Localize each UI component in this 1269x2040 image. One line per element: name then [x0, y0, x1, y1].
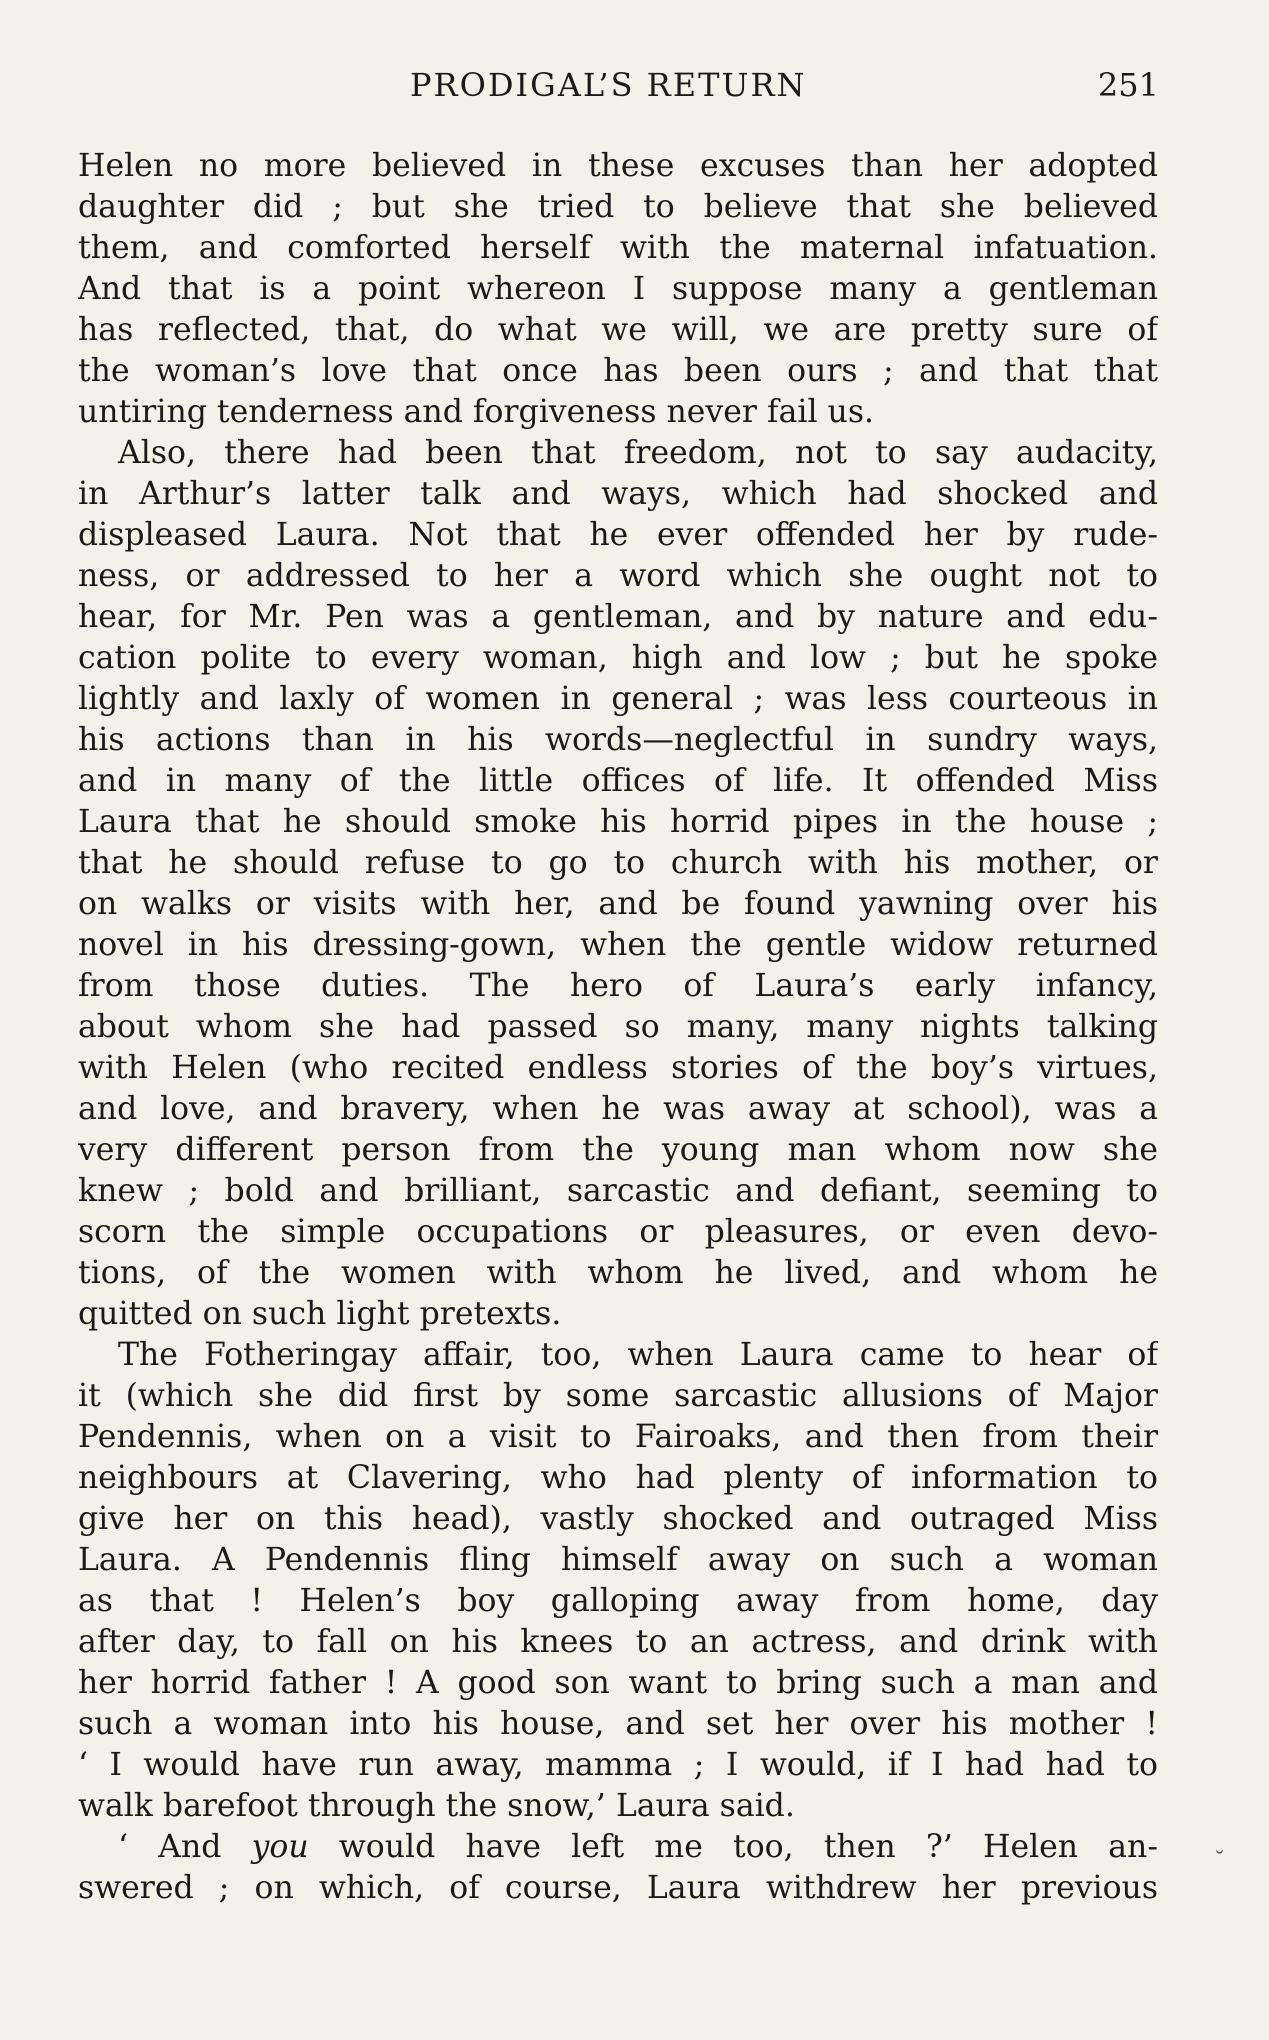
- text-line: Laura that he should smoke his horrid pipes in the house ;: [78, 804, 1158, 840]
- text-line: Pendennis, when on a visit to Fairoaks, and then from their: [78, 1419, 1158, 1455]
- text-line: scorn the simple occupations or pleasures, or even devo-: [78, 1214, 1158, 1250]
- text-line: Laura. A Pendennis fling himself away on such a woman: [78, 1542, 1158, 1578]
- text-line: swered ; on which, of course, Laura withdrew her previous: [78, 1870, 1158, 1906]
- text-line: And that is a point whereon I suppose many a gentleman: [78, 271, 1158, 307]
- body-text: [78, 146, 1158, 1909]
- text-line: them, and comforted herself with the maternal infatuation.: [78, 230, 1158, 266]
- page-number: 251: [1097, 66, 1159, 104]
- text-line: displeased Laura. Not that he ever offended her by rude-: [78, 517, 1158, 553]
- text-line: and love, and bravery, when he was away at school), was a: [78, 1091, 1158, 1127]
- text-line: ‘ I would have run away, mamma ; I would, if I had had to: [78, 1747, 1158, 1783]
- emphasis-segment: you: [251, 1829, 309, 1865]
- text-line: from those duties. The hero of Laura’s early infancy,: [78, 968, 1158, 1004]
- text-line: as that ! Helen’s boy galloping away from home, day: [78, 1583, 1158, 1619]
- text-segment: ‘ And: [118, 1829, 252, 1865]
- text-line: the woman’s love that once has been ours ; and that that: [78, 353, 1158, 389]
- text-line: such a woman into his house, and set her over his mother !: [78, 1706, 1158, 1742]
- text-line: that he should refuse to go to church with his mother, or: [78, 845, 1158, 881]
- text-line: in Arthur’s latter talk and ways, which had shocked and: [78, 476, 1158, 512]
- text-line: cation polite to every woman, high and low ; but he spoke: [78, 640, 1158, 676]
- text-line: hear, for Mr. Pen was a gentleman, and by nature and edu-: [78, 599, 1158, 635]
- text-line: Also, there had been that freedom, not to say audacity,: [118, 435, 1158, 471]
- running-head: [0, 66, 1269, 114]
- text-line: give her on this head), vastly shocked and outraged Miss: [78, 1501, 1158, 1537]
- text-line: has reflected, that, do what we will, we are pretty sure of: [78, 312, 1158, 348]
- text-line: ness, or addressed to her a word which she ought not to: [78, 558, 1158, 594]
- text-line: quitted on such light pretexts.: [78, 1296, 562, 1332]
- margin-mark: ˘: [1214, 1849, 1225, 1874]
- text-line: his actions than in his words—neglectful in sundry ways,: [78, 722, 1158, 758]
- text-line: her horrid father ! A good son want to bring such a man and: [78, 1665, 1158, 1701]
- text-line: it (which she did first by some sarcastic allusions of Major: [78, 1378, 1158, 1414]
- text-line: The Fotheringay affair, too, when Laura came to hear of: [118, 1337, 1158, 1373]
- text-line: and in many of the little offices of life. It offended Miss: [78, 763, 1158, 799]
- text-line: neighbours at Clavering, who had plenty of information to: [78, 1460, 1158, 1496]
- text-line: [78, 1827, 1158, 1868]
- text-line: after day, to fall on his knees to an actress, and drink with: [78, 1624, 1158, 1660]
- text-line: untiring tenderness and forgiveness never fail us.: [78, 394, 875, 430]
- text-line: walk barefoot through the snow,’ Laura said.: [78, 1788, 795, 1824]
- text-line: tions, of the women with whom he lived, and whom he: [78, 1255, 1158, 1291]
- text-line: daughter did ; but she tried to believe that she believed: [78, 189, 1158, 225]
- text-line: novel in his dressing-gown, when the gentle widow returned: [78, 927, 1158, 963]
- text-line: Helen no more believed in these excuses than her adopted: [78, 148, 1158, 184]
- text-line: with Helen (who recited endless stories of the boy’s virtues,: [78, 1050, 1158, 1086]
- text-segment: would have left me too, then ?’ Helen an-: [308, 1829, 1158, 1865]
- text-line: about whom she had passed so many, many nights talking: [78, 1009, 1158, 1045]
- text-line: lightly and laxly of women in general ; was less courteous in: [78, 681, 1158, 717]
- text-line: knew ; bold and brilliant, sarcastic and defiant, seeming to: [78, 1173, 1158, 1209]
- text-line: very different person from the young man whom now she: [78, 1132, 1158, 1168]
- text-line: on walks or visits with her, and be found yawning over his: [78, 886, 1158, 922]
- running-title: PRODIGAL’S RETURN: [410, 66, 807, 104]
